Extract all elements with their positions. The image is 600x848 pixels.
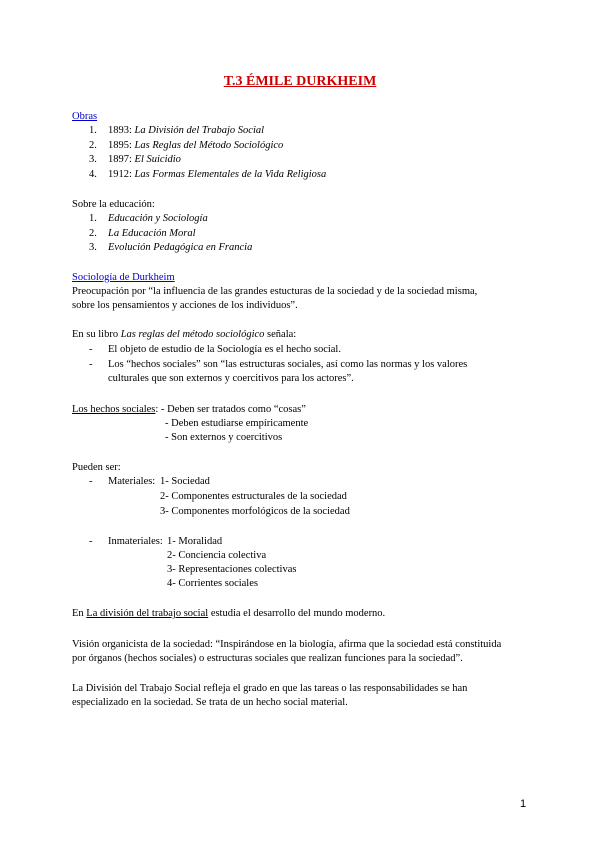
vision-line: Visión organicista de la sociedad: “Inspirándose en la biología, afirma que la sociedad está constituida xyxy=(72,639,502,650)
list-item: 1. Educación y Sociología xyxy=(89,213,208,224)
list-item: 2. 1895: Las Reglas del Método Sociológico xyxy=(89,139,284,151)
dash: - xyxy=(89,476,93,487)
sociologia-text-line: Preocupación por “la influencia de las grandes estucturas de la sociedad y de la sociedad misma, xyxy=(72,286,478,297)
inmateriales-label: Inmateriales: xyxy=(108,536,163,547)
materiales-item: 1- Sociedad xyxy=(160,476,210,487)
inmateriales-item: 4- Corrientes sociales xyxy=(167,578,258,589)
reglas-intro: En su libro Las reglas del método sociológico señala: xyxy=(72,329,297,340)
page-number: 1 xyxy=(520,798,527,810)
hechos-label: Los hechos sociales: xyxy=(72,404,159,415)
materiales-label: Materiales: xyxy=(108,476,156,487)
obras-heading[interactable]: Obras xyxy=(72,111,98,122)
educacion-list xyxy=(89,212,252,256)
hechos-line: - Deben estudiarse empíricamente xyxy=(165,418,309,429)
page-title: T.3 ÉMILE DURKHEIM xyxy=(223,74,377,89)
list-item: 3. 1897: El Suicidio xyxy=(89,154,181,165)
dash: - xyxy=(89,536,93,547)
division-social-line: especializado en la sociedad. Se trata de un hecho social material. xyxy=(72,697,348,708)
inmateriales-item: 1- Moralidad xyxy=(167,536,223,547)
division-social-line: La División del Trabajo Social refleja el grado en que las tareas o las responsabilidades se han xyxy=(72,683,468,694)
materiales-item: 3- Componentes morfológicos de la sociedad xyxy=(160,506,350,517)
obras-list xyxy=(89,124,326,182)
sociologia-heading[interactable]: Sociología de Durkheim xyxy=(72,272,175,283)
pueden-heading: Pueden ser: xyxy=(72,462,121,473)
sociologia-text-line: sobre los pensamientos y acciones de los individuos”. xyxy=(72,300,298,311)
reglas-list xyxy=(89,343,467,386)
list-item: - Los “hechos sociales” son “las estructuras sociales, así como las normas y los valores culturales que son externos y coercitivos para los actores”. xyxy=(89,359,468,384)
hechos-line: - Son externos y coercitivos xyxy=(165,432,283,443)
inmateriales-item: 2- Conciencia colectiva xyxy=(167,550,267,561)
vision-line: por órganos (hechos sociales) o estructuras sociales que realizan funciones para la sociedad”. xyxy=(72,653,463,664)
inmateriales-item: 3- Representaciones colectivas xyxy=(167,564,297,575)
list-item: 2. La Educación Moral xyxy=(89,227,196,239)
list-item: - El objeto de estudio de la Sociología es el hecho social. xyxy=(89,344,341,355)
list-item: 3. Evolución Pedagógica en Francia xyxy=(89,242,253,253)
list-item: 1. 1893: La División del Trabajo Social xyxy=(89,125,265,136)
educacion-heading: Sobre la educación: xyxy=(72,199,155,210)
materiales-item: 2- Componentes estructurales de la sociedad xyxy=(160,491,347,502)
list-item: 4. 1912: Las Formas Elementales de la Vida Religiosa xyxy=(89,168,327,180)
hechos-line: - Deben ser tratados como “cosas” xyxy=(161,404,306,415)
division-line: En La división del trabajo social estudia el desarrollo del mundo moderno. xyxy=(72,608,386,619)
